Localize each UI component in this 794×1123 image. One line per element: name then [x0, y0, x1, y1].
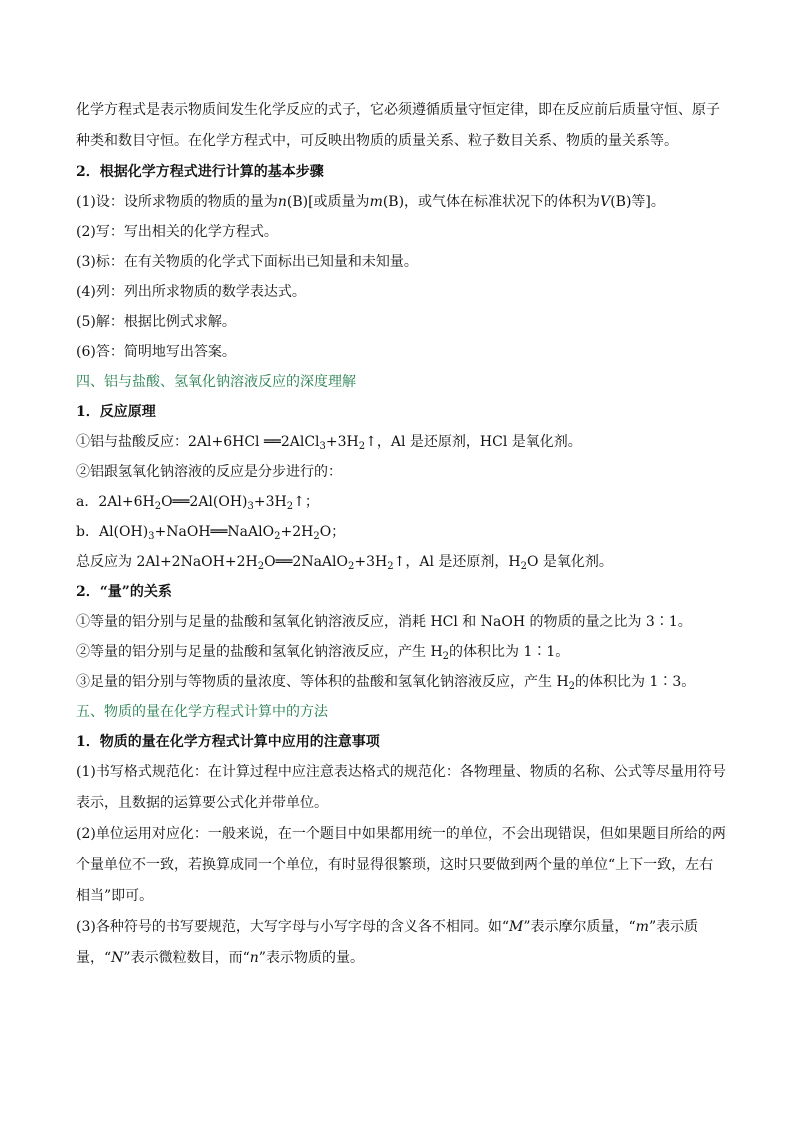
heading-calc-steps: 2．根据化学方程式进行计算的基本步骤	[76, 164, 324, 180]
heading-reaction-principle: 1．反应原理	[76, 404, 156, 420]
reaction-step-b: b．$Al(OH)_3+NaOH══NaAlO_2+2H_2O$；	[76, 524, 346, 542]
heading-quantity-relation: 2．“量”的关系	[76, 584, 172, 600]
reaction-naoh-intro: ②铝跟氢氧化钠溶液的反应是分步进行的：	[76, 464, 342, 480]
section-4-title: 四、铝与盐酸、氢氧化钠溶液反应的深度理解	[76, 374, 356, 390]
step-1: (1)设：设所求物质的物质的量为n(B)[或质量为m(B)，或气体在标准状况下的体积为V(B)等]。	[76, 194, 665, 210]
reaction-total: 总反应为 $2Al+2NaOH+2H_2O══2NaAlO_2+3H_2↑$，Al 是还原剂，$H_2O$ 是氧化剂。	[76, 554, 613, 572]
note-3: (3)各种符号的书写要规范，大写字母与小写字母的含义各不相同。如“M”表示摩尔质量，“m”表示质量，“N”表示微粒数目，而“n”表示物质的量。	[76, 919, 699, 966]
quantity-2: ②等量的铝分别与足量的盐酸和氢氧化钠溶液反应，产生 $H_2$的体积比为 1∶1。	[76, 644, 570, 662]
reaction-hcl: ①铝与盐酸反应：2Al+6HCl $══2AlCl_3+3H_2↑$，Al 是还原剂，HCl 是氧化剂。	[76, 434, 582, 452]
document-body	[76, 95, 726, 974]
step-4: (4)列：列出所求物质的数学表达式。	[76, 284, 306, 300]
section-5-title: 五、物质的量在化学方程式计算中的方法	[76, 704, 328, 720]
step-5: (5)解：根据比例式求解。	[76, 314, 236, 330]
reaction-step-a: a．$2Al+6H_2O══2Al(OH)_3+3H_2↑$；	[76, 494, 319, 512]
quantity-3: ③足量的铝分别与等物质的量浓度、等体积的盐酸和氢氧化钠溶液反应，产生 $H_2$的体积比为 1∶3。	[76, 674, 696, 692]
intro-paragraph: 化学方程式是表示物质间发生化学反应的式子，它必须遵循质量守恒定律，即在反应前后质量守恒、原子种类和数目守恒。在化学方程式中，可反映出物质的质量关系、粒子数目关系、物质的量关系等。	[76, 102, 720, 149]
heading-notes: 1．物质的量在化学方程式计算中应用的注意事项	[76, 734, 380, 750]
quantity-1: ①等量的铝分别与足量的盐酸和氢氧化钠溶液反应，消耗 HCl 和 NaOH 的物质的量之比为 3∶1。	[76, 614, 692, 630]
step-2: (2)写：写出相关的化学方程式。	[76, 224, 278, 240]
note-2: (2)单位运用对应化：一般来说，在一个题目中如果都用统一的单位，不会出现错误，但如果题目所给的两个量单位不一致，若换算成同一个单位，有时显得很繁琐，这时只要做到两个量的单位“上下一致，左右相当”即可。	[76, 826, 726, 904]
step-6: (6)答：简明地写出答案。	[76, 344, 236, 360]
step-3: (3)标：在有关物质的化学式下面标出已知量和未知量。	[76, 254, 418, 270]
note-1: (1)书写格式规范化：在计算过程中应注意表达格式的规范化：各物理量、物质的名称、公式等尽量用符号表示，且数据的运算要公式化并带单位。	[76, 764, 726, 811]
